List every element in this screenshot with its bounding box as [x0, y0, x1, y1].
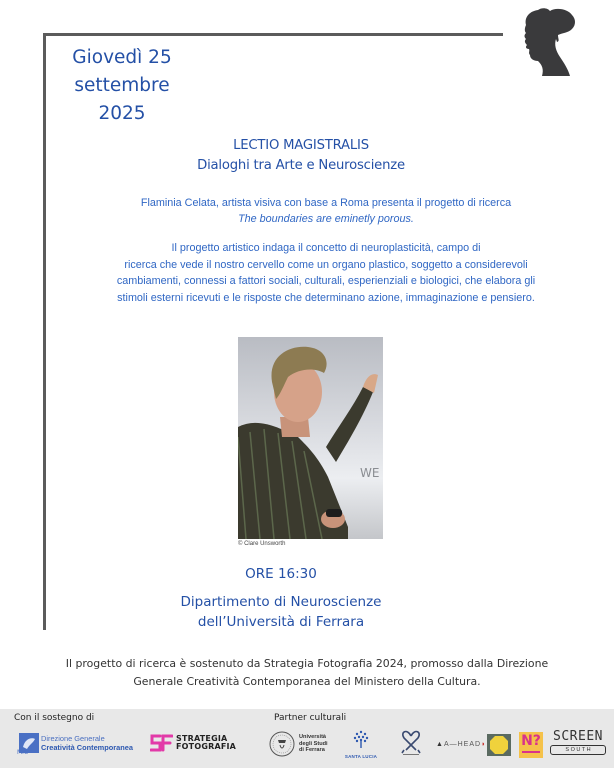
sponsor-footer — [0, 709, 614, 768]
heart-ribbon-icon — [398, 726, 424, 756]
intro-text: Flaminia Celata, artista visiva con base a Roma presenta il progetto di ricerca — [140, 197, 512, 209]
artist-photo — [238, 337, 383, 539]
sf-mark-icon — [150, 734, 173, 752]
sf-line1: STRATEGIA — [176, 733, 228, 743]
board-text: WE — [360, 466, 380, 480]
normal-underline — [522, 751, 540, 753]
mic-logo[interactable] — [17, 731, 133, 755]
event-subtitle: Dialoghi tra Arte e Neuroscienze — [197, 158, 405, 173]
funding-line: Il progetto di ricerca è sostenuto da Strategia Fotografia 2024, promosso dalla Direzione — [65, 657, 549, 670]
a-head-logo[interactable] — [436, 741, 486, 748]
mic-line2: Creatività Contemporanea — [41, 743, 133, 752]
frame-top-border — [43, 33, 503, 36]
mic-line1: Direzione Generale — [41, 734, 105, 743]
support-label: Con il sostegno di — [14, 713, 95, 723]
heart-ribbon-logo[interactable] — [398, 726, 424, 761]
event-title-block — [46, 136, 556, 176]
unife-logo[interactable] — [269, 731, 328, 757]
tree-icon — [350, 727, 372, 749]
event-date — [62, 44, 182, 128]
unife-seal-icon — [269, 731, 295, 757]
unife-line1: Università — [299, 734, 327, 741]
artist-portrait-image — [238, 337, 383, 539]
normal-label: N? — [521, 733, 541, 749]
date-line-year: 2025 — [98, 103, 146, 124]
event-intro — [46, 195, 606, 227]
photo-credit: © Clare Unsworth — [238, 541, 286, 547]
screen-label: SCREEN — [553, 729, 603, 744]
sf-line2: FOTOGRAFIA — [176, 742, 237, 751]
description-line: ricerca che vede il nostro cervello come un organo plastico, soggetto a considerevoli — [124, 258, 528, 271]
partners-label: Partner culturali — [274, 713, 347, 723]
mic-emblem-icon — [17, 731, 39, 755]
woman-profile-silhouette-icon — [512, 5, 582, 77]
event-venue — [46, 592, 516, 632]
date-line-month: settembre — [74, 75, 170, 96]
santa-lucia-label: SANTA LUCIA — [344, 754, 378, 759]
ahead-triangle-icon: ▲ — [436, 741, 444, 748]
screen-south-logo[interactable] — [550, 730, 606, 755]
santa-lucia-logo[interactable] — [341, 727, 381, 759]
funding-statement — [0, 655, 614, 690]
project-title: The boundaries are eminetly porous. — [238, 213, 414, 225]
south-label: S O U T H — [550, 745, 606, 755]
description-line: cambiamenti, connessi a fattori sociali, culturali, esperienziali e biologici, che elabora gli — [116, 275, 536, 288]
normal-logo[interactable] — [519, 732, 543, 758]
venue-line: dell’Università di Ferrara — [197, 614, 365, 630]
event-time: ORE 16:30 — [245, 566, 317, 582]
ahead-d-icon: ◗ — [481, 741, 487, 748]
ahead-label: A—HEAD — [443, 741, 482, 748]
svg-text:MiC: MiC — [17, 749, 29, 755]
funding-line: Generale Creatività Contemporanea del Ministero della Cultura. — [133, 674, 481, 688]
event-title: LECTIO MAGISTRALIS — [233, 138, 369, 153]
lovage-words-logo[interactable] — [487, 734, 511, 756]
strategia-fotografia-logo[interactable] — [150, 734, 236, 752]
description-line: Il progetto artistico indaga il concetto di neuroplasticità, campo di — [171, 242, 481, 254]
yellow-octagon-icon — [489, 735, 509, 755]
project-description — [46, 240, 606, 306]
frame-left-border — [43, 33, 46, 630]
unife-line2: degli Studi — [299, 740, 328, 747]
venue-line: Dipartimento di Neuroscienze — [180, 594, 382, 610]
date-line-day: Giovedì 25 — [72, 47, 172, 68]
unife-line3: di Ferrara — [299, 747, 325, 754]
description-line: stimoli esterni ricevuti e le risposte che determinano azione, immaginazione e pensiero. — [117, 291, 535, 304]
